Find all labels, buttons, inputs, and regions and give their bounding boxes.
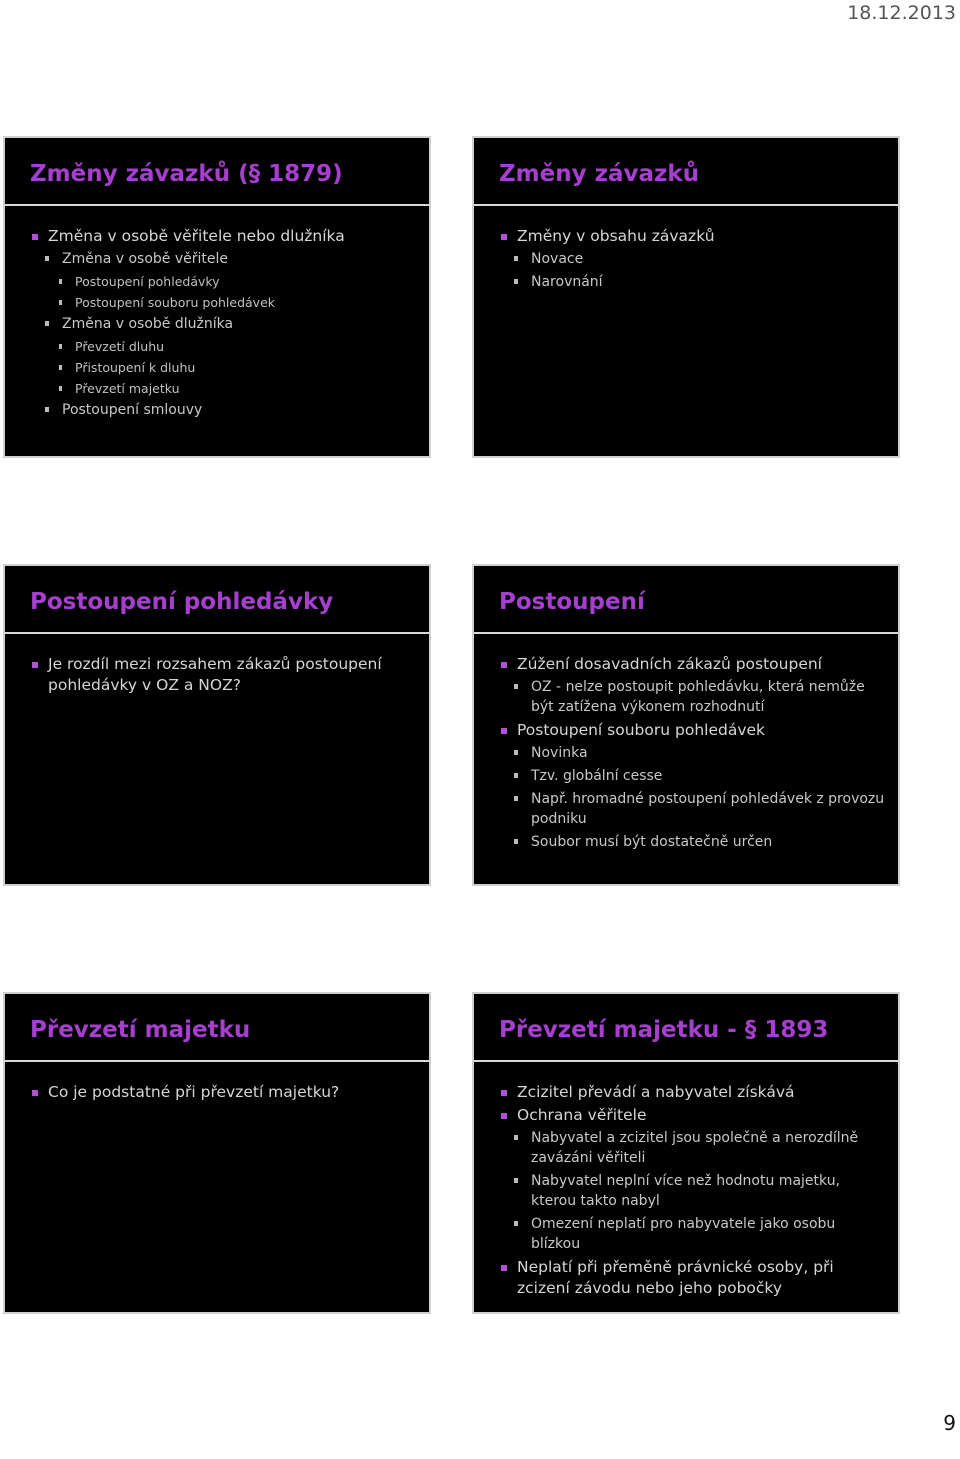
- slide-3: [3, 564, 431, 886]
- bullet-item: Např. hromadné postoupení pohledávek z provozu podniku: [499, 789, 886, 829]
- slide-title: Postoupení: [474, 566, 898, 634]
- slide-4: [472, 564, 900, 886]
- bullet-item: Neplatí při přeměně právnické osoby, při zcizení závodu nebo jeho pobočky: [499, 1257, 886, 1299]
- bullet-list: [499, 654, 886, 852]
- bullet-item: Změna v osobě dlužníka: [30, 314, 417, 334]
- bullet-item: Soubor musí být dostatečně určen: [499, 832, 886, 852]
- bullet-item: Změna v osobě věřitele: [30, 249, 417, 269]
- bullet-item: Nabyvatel neplní více než hodnotu majetku, kterou takto nabyl: [499, 1171, 886, 1211]
- slide-title: Změny závazků: [474, 138, 898, 206]
- bullet-item: Zcizitel převádí a nabyvatel získává: [499, 1082, 886, 1103]
- slide-6: [472, 992, 900, 1314]
- slide-title: Převzetí majetku - § 1893: [474, 994, 898, 1062]
- bullet-item: Přistoupení k dluhu: [30, 358, 417, 377]
- slide-title: Převzetí majetku: [5, 994, 429, 1062]
- bullet-item: Postoupení souboru pohledávek: [30, 293, 417, 312]
- bullet-item: Zúžení dosavadních zákazů postoupení: [499, 654, 886, 675]
- bullet-list: [30, 1082, 417, 1103]
- bullet-item: Tzv. globální cesse: [499, 766, 886, 786]
- slide-5: [3, 992, 431, 1314]
- bullet-item: Co je podstatné při převzetí majetku?: [30, 1082, 417, 1103]
- bullet-item: Novace: [499, 249, 886, 269]
- bullet-list: [30, 654, 417, 696]
- bullet-item: Převzetí majetku: [30, 379, 417, 398]
- slide-2: [472, 136, 900, 458]
- bullet-item: Převzetí dluhu: [30, 337, 417, 356]
- bullet-item: Omezení neplatí pro nabyvatele jako osobu blízkou: [499, 1214, 886, 1254]
- bullet-item: Změny v obsahu závazků: [499, 226, 886, 247]
- slide-title: Změny závazků (§ 1879): [5, 138, 429, 206]
- bullet-item: Postoupení pohledávky: [30, 272, 417, 291]
- bullet-item: Změna v osobě věřitele nebo dlužníka: [30, 226, 417, 247]
- print-date: 18.12.2013: [847, 2, 956, 24]
- slide-title: Postoupení pohledávky: [5, 566, 429, 634]
- bullet-list: [499, 226, 886, 292]
- bullet-item: Postoupení smlouvy: [30, 400, 417, 420]
- bullet-item: OZ - nelze postoupit pohledávku, která nemůže být zatížena výkonem rozhodnutí: [499, 677, 886, 717]
- bullet-item: Narovnání: [499, 272, 886, 292]
- bullet-item: Je rozdíl mezi rozsahem zákazů postoupení pohledávky v OZ a NOZ?: [30, 654, 417, 696]
- bullet-list: [30, 226, 417, 420]
- bullet-list: [499, 1082, 886, 1299]
- bullet-item: Postoupení souboru pohledávek: [499, 720, 886, 741]
- bullet-item: Nabyvatel a zcizitel jsou společně a nerozdílně zavázáni věřiteli: [499, 1128, 886, 1168]
- bullet-item: Novinka: [499, 743, 886, 763]
- bullet-item: Ochrana věřitele: [499, 1105, 886, 1126]
- slide-1: [3, 136, 431, 458]
- page-number: 9: [943, 1411, 956, 1435]
